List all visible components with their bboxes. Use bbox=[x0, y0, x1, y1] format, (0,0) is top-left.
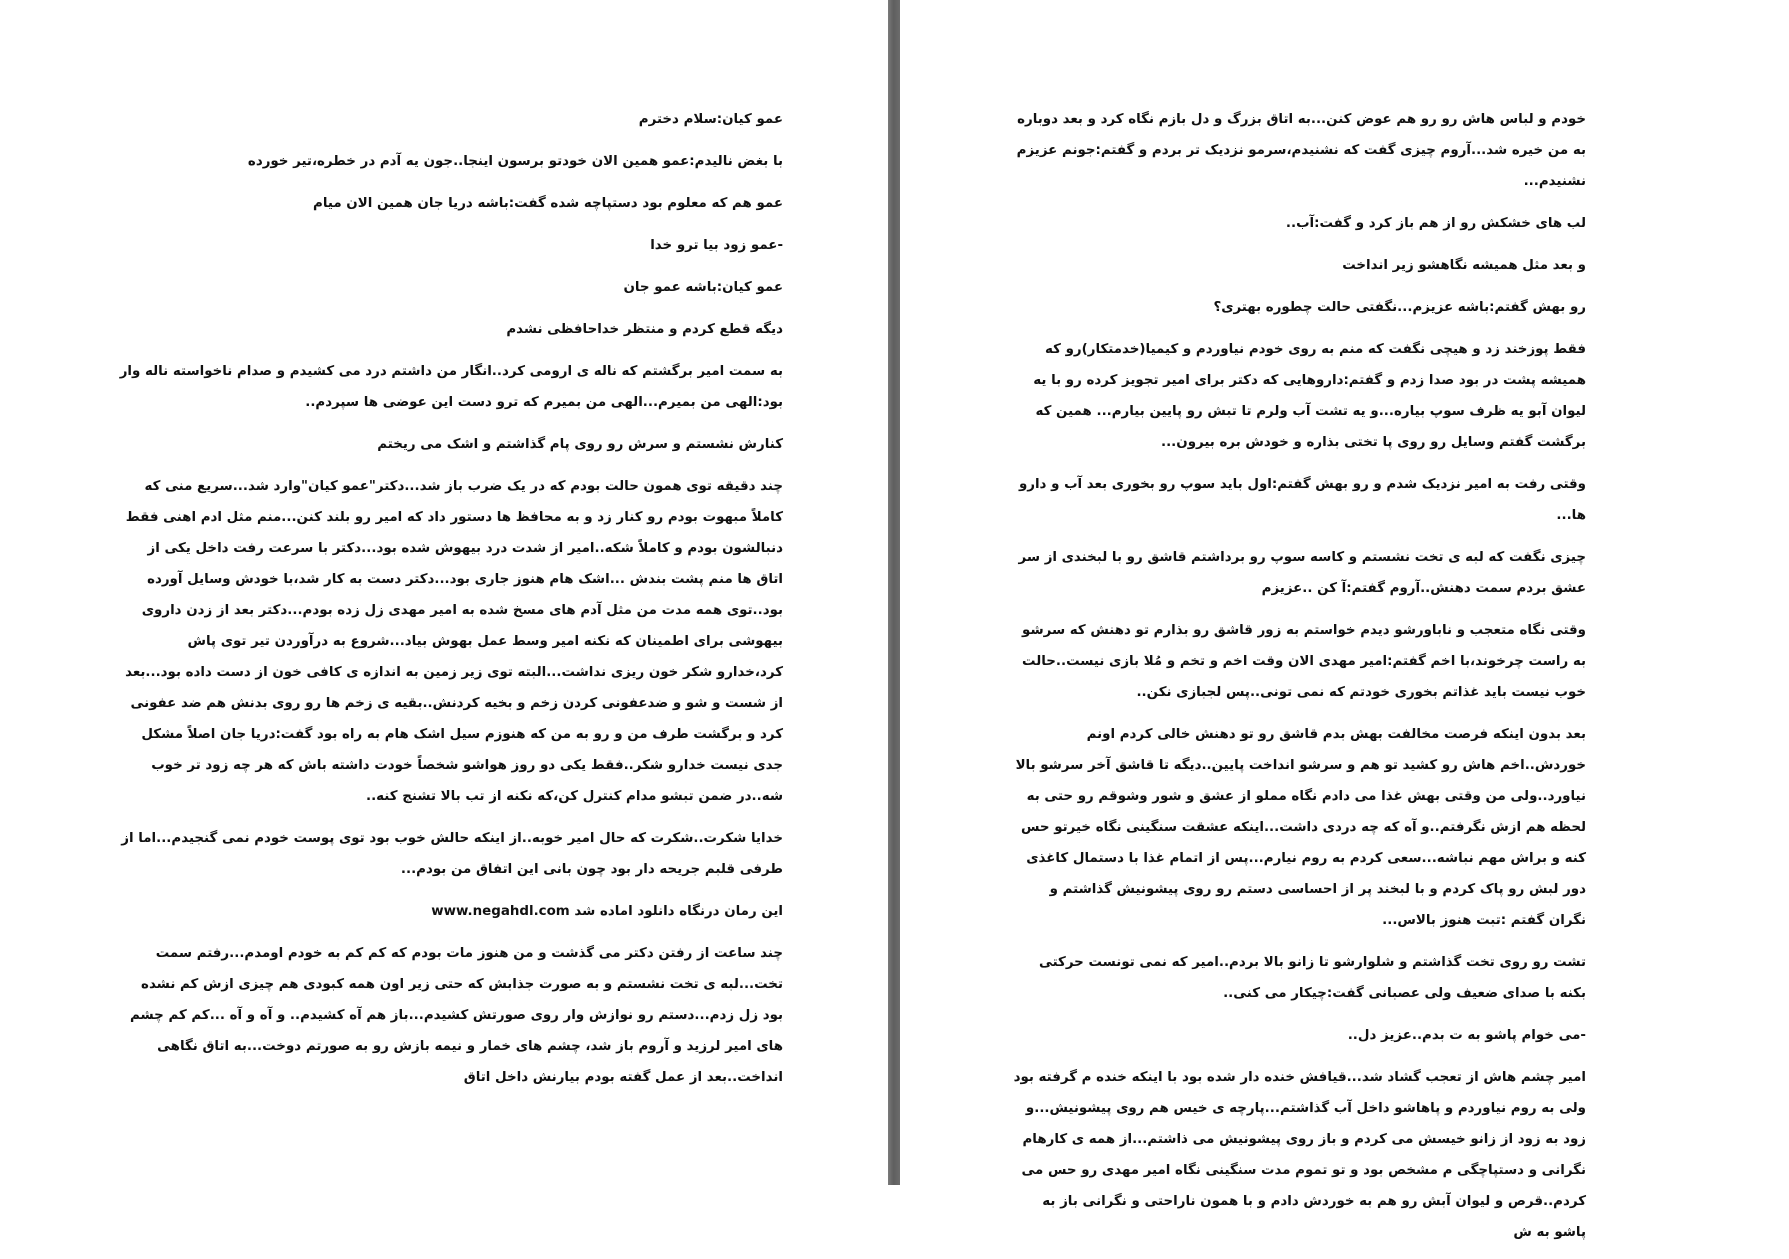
paragraph: چند ساعت از رفتن دکتر می گذشت و من هنوز مات بودم که کم کم به خودم اومدم...رفتم سمت تخت...لبه ی تخت نشستم و به صورت جذابش که حتی زیر اون همه کبودی هم چیزی ازش کم نشده بود زل زدم...دستم رو نوازش وار روی صورتش کشیدم...باز هم آه کشیدم.. و آه و آه ...کم کم چشم های امیر لرزید و آروم باز شد، چشم های خمار و نیمه بازش رو به صورتم دوخت...به اتاق نگاهی انداخت..بعد از عمل گفته بودم بیارنش داخل اتاق bbox=[130, 946, 783, 1085]
paragraph: رو بهش گفتم:باشه عزیزم...نگفتی حالت چطوره بهتری؟ bbox=[1213, 300, 1586, 315]
paragraph: خودم و لباس هاش رو رو هم عوض کنن...به اتاق بزرگ و دل بازم نگاه کرد و بعد دوباره به من خیره شد...آروم چیزی گفت که نشنیدم،سرمو نزدیک تر بردم و گفتم:جونم عزیزم نشنیدم... bbox=[1016, 112, 1586, 189]
download-site-link[interactable]: www.negahdl.com bbox=[431, 904, 570, 919]
paragraph: عمو کیان:سلام دخترم bbox=[638, 112, 783, 127]
paragraph: عمو کیان:باشه عمو جان bbox=[623, 280, 783, 295]
paragraph: فقط پوزخند زد و هیچی نگفت که منم به روی خودم نیاوردم و کیمیا(خدمتکار)رو که همیشه پشت در بود صدا زدم و گفتم:داروهایی که دکتر برای امیر تجویز کرده رو با یه لیوان آبو یه ظرف سوپ بیاره...و یه تشت آب ولرم تا تبش رو پایین بیارم... همین که برگشت گفتم وسایل رو روی پا تختی بذاره و خودش بره بیرون... bbox=[1033, 342, 1586, 450]
paragraph: وقتی رفت به امیر نزدیک شدم و رو بهش گفتم:اول باید سوپ رو بخوری بعد آب و دارو ها... bbox=[1018, 477, 1586, 523]
paragraph: کنارش نشستم و سرش رو روی پام گذاشتم و اشک می ریختم bbox=[377, 437, 783, 452]
paragraph: لب های خشکش رو از هم باز کرد و گفت:آب.. bbox=[1285, 216, 1586, 231]
paragraph: خدایا شکرت..شکرت که حال امیر خوبه..از اینکه حالش خوب بود توی پوست خودم نمی گنجیدم...اما از طرفی قلبم جریحه دار بود چون بانی این اتفاق من بودم... bbox=[121, 831, 783, 877]
paragraph: و بعد مثل همیشه نگاهشو زیر انداخت bbox=[1342, 258, 1586, 273]
paragraph: امیر چشم هاش از تعجب گشاد شد...قیافش خنده دار شده بود با اینکه خنده م گرفته بود ولی به روم نیاوردم و پاهاشو داخل آب گذاشتم...پارچه ی خیس هم روی پیشونیش...و زود به زود از زانو خیسش می کردم و باز روی پیشونیش می ذاشتم...از همه ی کارهام نگرانی و دستپاچگی م مشخص بود و تو تموم مدت سنگینی نگاه امیر مهدی رو حس می کردم..قرص و لیوان آبش رو هم به خوردش دادم و با همون ناراحتی و نگرانی باز به پاشو به ش bbox=[1013, 1070, 1586, 1240]
paragraph: با بغض نالیدم:عمو همین الان خودتو برسون اینجا..جون یه آدم در خطره،تیر خورده bbox=[247, 154, 783, 169]
paragraph: به سمت امیر برگشتم که ناله ی ارومی کرد..انگار من داشتم درد می کشیدم و صدام ناخواسته ناله وار بود:الهی من بمیرم...الهی من بمیرم که ترو دست این عوضی ها سپردم.. bbox=[119, 364, 783, 410]
download-note bbox=[118, 896, 783, 927]
page-gutter bbox=[888, 0, 900, 1185]
left-page bbox=[0, 0, 888, 1185]
paragraph: تشت رو روی تخت گذاشتم و شلوارشو تا زانو بالا بردم..امیر که نمی تونست حرکتی بکنه با صدای ضعیف ولی عصبانی گفت:چیکار می کنی.. bbox=[1039, 955, 1586, 1001]
paragraph: وقتی نگاه متعجب و ناباورشو دیدم خواستم به زور قاشق رو بذارم تو دهنش که سرشو به راست چرخوند،با اخم گفتم:امیر مهدی الان وقت اخم و تخم و مُلا بازی نیست..حالت خوب نیست باید غذاتم بخوری خودتم که نمی تونی..پس لجبازی نکن.. bbox=[1022, 623, 1586, 700]
paragraph: چیزی نگفت که لبه ی تخت نشستم و کاسه سوپ رو برداشتم قاشق رو با لبخندی از سر عشق بردم سمت دهنش..آروم گفتم:آ کن ..عزیزم bbox=[1018, 550, 1586, 596]
paragraph: -عمو زود بیا ترو خدا bbox=[650, 238, 783, 253]
paragraph: چند دقیقه توی همون حالت بودم که در یک ضرب باز شد...دکتر"عمو کیان"وارد شد...سریع منی که کاملاً مبهوت بودم رو کنار زد و به محافظ ها دستور داد که امیر رو بلند کنن...منم مثل ادم اهنی فقط دنبالشون بودم و کاملاً شکه..امیر از شدت درد بیهوش شده بود...دکتر با سرعت رفت داخل یکی از اتاق ها منم پشت بندش ...اشک هام هنوز جاری بود...دکتر دست به کار شد،با خودش وسایل آورده بود..توی همه مدت من مثل آدم های مسخ شده به امیر مهدی زل زده بودم...دکتر بعد از زدن داروی بیهوشی برای اطمینان که نکنه امیر وسط عمل بهوش بیاد...شروع به درآوردن تیر توی پاش کرد،خدارو شکر خون ریزی نداشت...البته توی زیر زمین به اندازه ی کافی خون از دست داده بود...بعد از شست و شو و ضدعفونی کردن زخم و بخیه کردنش..بقیه ی زخم ها رو روی بدنش هم ضد عفونی کرد و برگشت طرف من و رو به من که هنوزم سیل اشک هام به راه بود گفت:دریا جان اصلاً مشکل جدی نیست خدارو شکر..فقط یکی دو روز هواشو شخصاً خودت داشته باش که هر چه زود تر خوب شه..در ضمن تبشو مدام کنترل کن،که نکنه از تب بالا تشنج کنه.. bbox=[125, 479, 783, 804]
paragraph: دیگه قطع کردم و منتظر خداحافظی نشدم bbox=[506, 322, 783, 337]
download-note-text: این رمان درنگاه دانلود اماده شد bbox=[574, 904, 783, 919]
right-page bbox=[900, 0, 1789, 1240]
paragraph: بعد بدون اینکه فرصت مخالفت بهش بدم قاشق رو تو دهنش خالی کردم اونم خوردش..اخم هاش رو کشید تو هم و سرشو انداخت پایین..دیگه تا قاشق آخر سرشو بالا نیاورد..ولی من وقتی بهش غذا می دادم نگاه مملو از عشق و شور وشوقم رو حتی به لحظه هم ازش نگرفتم..و آه که چه دردی داشت...اینکه عشقت سنگینی نگاه خیرتو حس کنه و براش مهم نباشه...سعی کردم به روم نیارم...پس از اتمام غذا با دستمال کاغذی دور لبش رو پاک کردم و با لبخند پر از احساسی دستم رو روی پیشونیش گذاشتم و نگران گفتم :تبت هنوز بالاس... bbox=[1015, 727, 1586, 928]
paragraph: -می خوام پاشو به ت بدم..عزیز دل.. bbox=[1347, 1028, 1586, 1043]
right-page-text bbox=[1010, 104, 1586, 1259]
paragraph: عمو هم که معلوم بود دستپاچه شده گفت:باشه دریا جان همین الان میام bbox=[313, 196, 783, 211]
left-page-text bbox=[118, 104, 783, 1104]
